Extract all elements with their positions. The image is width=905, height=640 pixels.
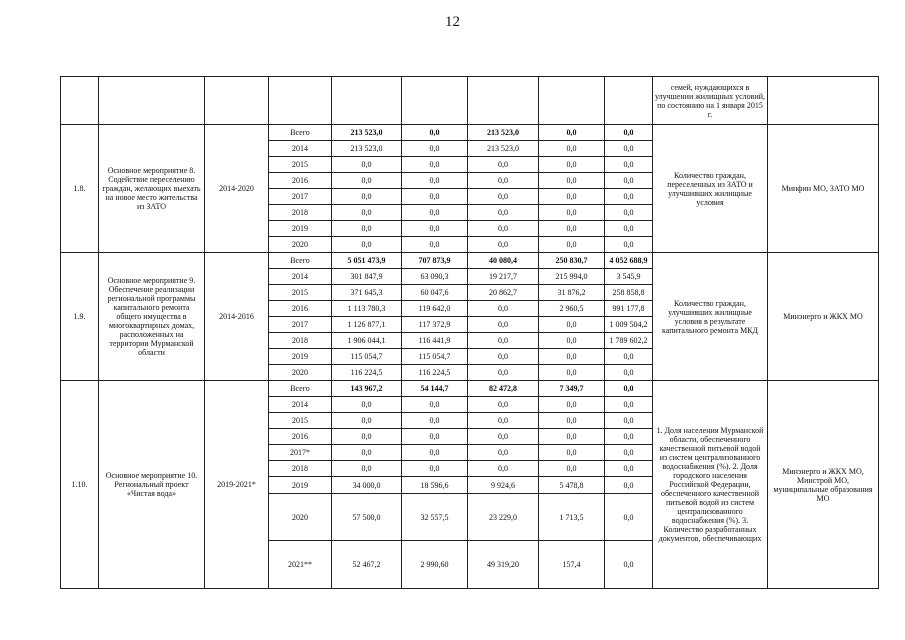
year-cell: Всего	[269, 381, 332, 397]
total-cell: 0,0	[332, 461, 402, 477]
funding-cell: 1 713,5	[539, 494, 605, 541]
funding-cell: 0,0	[605, 157, 653, 173]
funding-cell: 116 224,5	[402, 365, 468, 381]
total-cell: 115 054,7	[332, 349, 402, 365]
funding-cell: 0,0	[468, 445, 539, 461]
funding-cell: 54 144,7	[402, 381, 468, 397]
year-cell: 2015	[269, 157, 332, 173]
year-cell: 2015	[269, 285, 332, 301]
total-cell: 1 113 780,3	[332, 301, 402, 317]
funding-cell: 0,0	[468, 301, 539, 317]
funding-cell: 82 472,8	[468, 381, 539, 397]
funding-cell: 991 177,8	[605, 301, 653, 317]
funding-cell: 707 873,9	[402, 253, 468, 269]
total-cell: 301 847,9	[332, 269, 402, 285]
funding-cell: 0,0	[468, 317, 539, 333]
measure-number: 1.10.	[61, 381, 99, 589]
measure-indicator: Количество граждан, улучшивших жилищные условия в результате капитального ремонта МКД	[653, 253, 768, 381]
funding-cell: 23 229,0	[468, 494, 539, 541]
total-cell: 213 523,0	[332, 125, 402, 141]
funding-cell: 0,0	[539, 237, 605, 253]
funding-cell: 0,0	[468, 397, 539, 413]
year-cell: 2014	[269, 269, 332, 285]
funding-cell: 0,0	[468, 333, 539, 349]
funding-cell: 20 862,7	[468, 285, 539, 301]
funding-cell: 0,0	[468, 157, 539, 173]
measure-name: Основное мероприятие 8. Содействие переселению граждан, желающих выехать на новое место жительства из ЗАТО	[99, 125, 205, 253]
program-measures-table	[60, 76, 879, 589]
funding-cell: 0,0	[402, 397, 468, 413]
funding-cell: 0,0	[605, 365, 653, 381]
funding-cell: 0,0	[539, 157, 605, 173]
funding-cell: 0,0	[402, 173, 468, 189]
funding-cell: 40 080,4	[468, 253, 539, 269]
cell-empty	[605, 77, 653, 125]
cell-empty	[539, 77, 605, 125]
funding-cell: 2 960,5	[539, 301, 605, 317]
total-cell: 0,0	[332, 205, 402, 221]
measure-period: 2019-2021*	[205, 381, 269, 589]
funding-cell: 0,0	[605, 189, 653, 205]
funding-cell: 0,0	[605, 541, 653, 589]
funding-cell: 31 876,2	[539, 285, 605, 301]
year-cell: 2016	[269, 429, 332, 445]
funding-cell: 60 047,6	[402, 285, 468, 301]
funding-cell: 258 858,8	[605, 285, 653, 301]
cell-empty	[61, 77, 99, 125]
cell-empty	[402, 77, 468, 125]
year-cell: 2014	[269, 397, 332, 413]
table-row	[61, 253, 879, 269]
funding-cell: 0,0	[605, 141, 653, 157]
funding-cell: 0,0	[468, 189, 539, 205]
funding-cell: 0,0	[605, 237, 653, 253]
funding-cell: 0,0	[402, 189, 468, 205]
year-cell: 2019	[269, 349, 332, 365]
page-number: 12	[445, 14, 460, 30]
total-cell: 1 126 877,1	[332, 317, 402, 333]
year-cell: 2021**	[269, 541, 332, 589]
funding-cell: 0,0	[605, 413, 653, 429]
funding-cell: 18 596,6	[402, 477, 468, 494]
funding-cell: 49 319,20	[468, 541, 539, 589]
program-table-wrapper	[60, 76, 879, 589]
cell-empty	[99, 77, 205, 125]
year-cell: 2017*	[269, 445, 332, 461]
funding-cell: 215 994,0	[539, 269, 605, 285]
year-cell: Всего	[269, 125, 332, 141]
funding-cell: 0,0	[539, 189, 605, 205]
measure-period: 2014-2016	[205, 253, 269, 381]
funding-cell: 2 990,60	[402, 541, 468, 589]
funding-cell: 157,4	[539, 541, 605, 589]
funding-cell: 4 052 688,9	[605, 253, 653, 269]
funding-cell: 0,0	[402, 141, 468, 157]
funding-cell: 0,0	[402, 413, 468, 429]
funding-cell: 0,0	[402, 125, 468, 141]
total-cell: 0,0	[332, 445, 402, 461]
cell-empty	[768, 77, 879, 125]
funding-cell: 9 924,6	[468, 477, 539, 494]
funding-cell: 0,0	[605, 349, 653, 365]
funding-cell: 1 789 602,2	[605, 333, 653, 349]
measure-number: 1.9.	[61, 253, 99, 381]
funding-cell: 0,0	[539, 461, 605, 477]
total-cell: 0,0	[332, 397, 402, 413]
measure-executor: Минэнерго и ЖКХ МО	[768, 253, 879, 381]
total-cell: 57 500,0	[332, 494, 402, 541]
year-cell: 2019	[269, 477, 332, 494]
funding-cell: 3 545,9	[605, 269, 653, 285]
funding-cell: 1 009 504,2	[605, 317, 653, 333]
total-cell: 5 051 473,9	[332, 253, 402, 269]
total-cell: 0,0	[332, 157, 402, 173]
total-cell: 0,0	[332, 413, 402, 429]
funding-cell: 0,0	[468, 173, 539, 189]
measure-period: 2014-2020	[205, 125, 269, 253]
total-cell: 371 645,3	[332, 285, 402, 301]
funding-cell: 0,0	[605, 494, 653, 541]
funding-cell: 0,0	[605, 221, 653, 237]
funding-cell: 0,0	[605, 461, 653, 477]
year-cell: 2020	[269, 365, 332, 381]
funding-cell: 119 642,0	[402, 301, 468, 317]
year-cell: 2020	[269, 494, 332, 541]
year-cell: 2016	[269, 173, 332, 189]
funding-cell: 0,0	[539, 317, 605, 333]
funding-cell: 0,0	[605, 381, 653, 397]
table-row	[61, 125, 879, 141]
total-cell: 213 523,0	[332, 141, 402, 157]
funding-cell: 0,0	[402, 205, 468, 221]
funding-cell: 0,0	[539, 221, 605, 237]
year-cell: 2019	[269, 221, 332, 237]
total-cell: 0,0	[332, 221, 402, 237]
funding-cell: 0,0	[468, 221, 539, 237]
funding-cell: 0,0	[468, 349, 539, 365]
funding-cell: 0,0	[605, 125, 653, 141]
funding-cell: 0,0	[468, 237, 539, 253]
funding-cell: 0,0	[468, 429, 539, 445]
year-cell: 2017	[269, 189, 332, 205]
funding-cell: 0,0	[402, 429, 468, 445]
year-cell: 2018	[269, 333, 332, 349]
funding-cell: 115 054,7	[402, 349, 468, 365]
funding-cell: 0,0	[539, 429, 605, 445]
total-cell: 143 967,2	[332, 381, 402, 397]
year-cell: 2014	[269, 141, 332, 157]
funding-cell: 0,0	[402, 157, 468, 173]
funding-cell: 0,0	[539, 349, 605, 365]
funding-cell: 0,0	[605, 173, 653, 189]
table-row	[61, 381, 879, 397]
continuation-row	[61, 77, 879, 125]
funding-cell: 0,0	[539, 397, 605, 413]
funding-cell: 0,0	[539, 141, 605, 157]
year-cell: 2018	[269, 205, 332, 221]
funding-cell: 0,0	[539, 333, 605, 349]
funding-cell: 5 478,8	[539, 477, 605, 494]
funding-cell: 0,0	[539, 205, 605, 221]
funding-cell: 116 441,9	[402, 333, 468, 349]
funding-cell: 0,0	[468, 413, 539, 429]
funding-cell: 0,0	[605, 205, 653, 221]
total-cell: 0,0	[332, 429, 402, 445]
indicator-continuation: семей, нуждающихся в улучшении жилищных условий, по состоянию на 1 января 2015 г.	[653, 77, 768, 125]
cell-empty	[269, 77, 332, 125]
cell-empty	[468, 77, 539, 125]
total-cell: 116 224,5	[332, 365, 402, 381]
total-cell: 34 000,0	[332, 477, 402, 494]
cell-empty	[332, 77, 402, 125]
total-cell: 0,0	[332, 189, 402, 205]
year-cell: 2020	[269, 237, 332, 253]
funding-cell: 117 372,9	[402, 317, 468, 333]
funding-cell: 0,0	[402, 221, 468, 237]
funding-cell: 0,0	[402, 461, 468, 477]
funding-cell: 0,0	[402, 237, 468, 253]
funding-cell: 0,0	[468, 365, 539, 381]
funding-cell: 0,0	[539, 125, 605, 141]
funding-cell: 0,0	[539, 413, 605, 429]
funding-cell: 0,0	[468, 205, 539, 221]
cell-empty	[205, 77, 269, 125]
year-cell: 2016	[269, 301, 332, 317]
measure-indicator: 1. Доля населения Мурманской области, обеспеченного качественной питьевой водой из систем централизованного водоснабжения (%). 2. Доля городского населения Российской Федерации, обеспеченного качественной питьевой водой из систем централизованного водоснабжения (%). 3. Количество разработанных документов, обеспечивающих	[653, 381, 768, 589]
total-cell: 0,0	[332, 173, 402, 189]
year-cell: 2015	[269, 413, 332, 429]
year-cell: 2017	[269, 317, 332, 333]
funding-cell: 0,0	[605, 429, 653, 445]
year-cell: Всего	[269, 253, 332, 269]
funding-cell: 0,0	[605, 445, 653, 461]
funding-cell: 0,0	[605, 397, 653, 413]
funding-cell: 0,0	[539, 445, 605, 461]
funding-cell: 213 523,0	[468, 141, 539, 157]
measure-name: Основное мероприятие 9. Обеспечение реализации региональной программы капитального ремонта общего имущества в многоквартирных домах, расположенных на территории Мурманской области	[99, 253, 205, 381]
funding-cell: 0,0	[539, 365, 605, 381]
measure-executor: Минфин МО, ЗАТО МО	[768, 125, 879, 253]
total-cell: 52 467,2	[332, 541, 402, 589]
total-cell: 0,0	[332, 237, 402, 253]
funding-cell: 7 349,7	[539, 381, 605, 397]
measure-indicator: Количество граждан, переселенных из ЗАТО и улучшивших жилищные условия	[653, 125, 768, 253]
funding-cell: 63 090,3	[402, 269, 468, 285]
measure-number: 1.8.	[61, 125, 99, 253]
year-cell: 2018	[269, 461, 332, 477]
funding-cell: 250 830,7	[539, 253, 605, 269]
total-cell: 1 906 044,1	[332, 333, 402, 349]
funding-cell: 19 217,7	[468, 269, 539, 285]
measure-executor: Минэнерго и ЖКХ МО, Минстрой МО, муниципальные образования МО	[768, 381, 879, 589]
funding-cell: 0,0	[605, 477, 653, 494]
funding-cell: 0,0	[468, 461, 539, 477]
funding-cell: 32 557,5	[402, 494, 468, 541]
measure-name: Основное мероприятие 10. Региональный проект «Чистая вода»	[99, 381, 205, 589]
funding-cell: 0,0	[402, 445, 468, 461]
funding-cell: 0,0	[539, 173, 605, 189]
funding-cell: 213 523,0	[468, 125, 539, 141]
